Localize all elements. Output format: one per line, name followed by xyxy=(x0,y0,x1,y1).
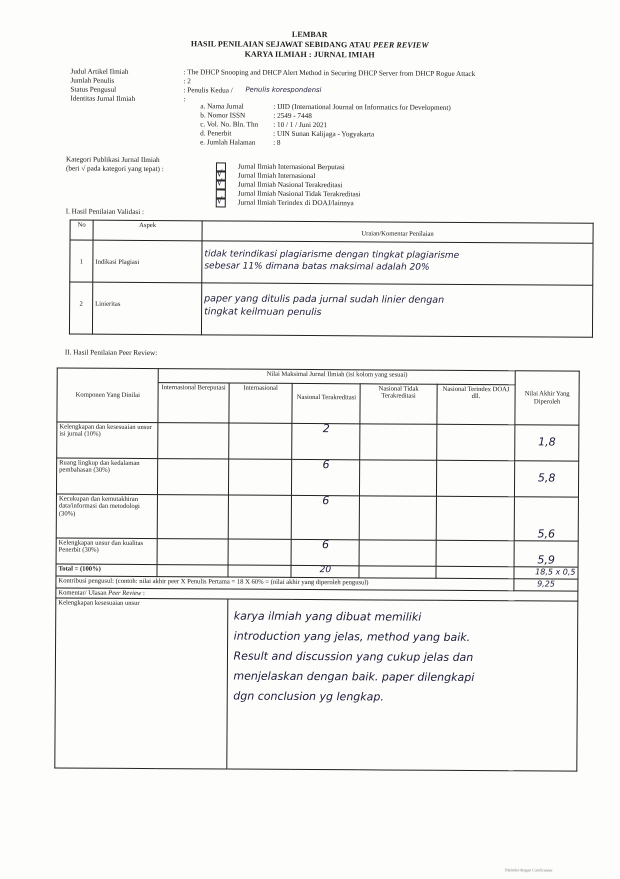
komponen-cell: Kecukupan dan kemutakhiran data/informasi dan metodologi (30%) xyxy=(56,494,158,539)
judul-label: Judul Artikel Ilmiah xyxy=(70,67,129,76)
col-uraian-header: Uraian/Komentar Penilaian xyxy=(202,221,593,243)
subheader-doaj: Nasional Terindex DOAJ dll. xyxy=(437,384,516,424)
check-mark-icon: √ xyxy=(216,169,223,180)
row-no: 1 xyxy=(70,240,93,282)
validasi-table xyxy=(69,220,594,338)
total-nasional-cell xyxy=(291,565,359,577)
halaman-label: e. Jumlah Halaman xyxy=(200,138,256,147)
subheader-nasional-tidak: Nasional Tidak Terakreditasi xyxy=(360,384,437,424)
check-mark-icon: √ xyxy=(216,178,223,189)
row-no: 2 xyxy=(69,282,92,334)
jumlah-value: : 2 xyxy=(183,77,191,86)
status-handwriting: Penulis korespondensi xyxy=(245,85,322,95)
section1-title: I. Hasil Penilaian Validasi : xyxy=(65,207,145,216)
judul-value: : The DHCP Snooping and DHCP Alert Method in Securing DHCP Server from DHCP Rogue Attack xyxy=(183,68,476,79)
kontribusi-label: Kontribusi pengusul: (contoh: nilai akhir peer X Penulis Pertama = 18 X 60% = (nilai akhir yang diperoleh pengusul) xyxy=(56,576,514,591)
nasional-cell xyxy=(292,423,360,459)
komentar-label: Komentar/ Ulasan Peer Review : xyxy=(56,588,578,602)
akhir-value: 5,8 xyxy=(537,471,556,485)
nasional-cell xyxy=(291,539,359,565)
kategori-option-4: Jurnal Ilmiah Nasional Tidak Terakreditasi xyxy=(237,189,361,199)
table-row xyxy=(70,240,593,285)
subheader-internasional: Internasional xyxy=(228,383,292,423)
akhir-value: 1,8 xyxy=(538,435,556,449)
subheader-nasional-terakreditasi: Nasional Terakreditasi xyxy=(292,383,360,423)
komponen-cell: Ruang lingkup dan kedalaman pembahasan (30%) xyxy=(56,458,158,495)
nilai-maksimal-header: Nilai Maksimal Jurnal Ilmiah (isi kolom yang sesuai) xyxy=(159,369,516,385)
akhir-cell xyxy=(515,425,579,461)
akhir-value: 5,9 xyxy=(537,552,555,567)
table-row xyxy=(56,494,578,541)
nasional-value: 6 xyxy=(321,538,330,552)
row-aspek: Indikasi Plagiasi xyxy=(93,240,202,283)
status-label: Status Pengusul xyxy=(70,85,117,94)
col-aspek-header: Aspek xyxy=(93,220,202,241)
penerbit-label: d. Penerbit xyxy=(200,129,232,138)
issn-value: : 2549 - 7448 xyxy=(273,111,312,121)
header-line2: HASIL PENILAIAN SEJAWAT SEBIDANG ATAU PEER REVIEW xyxy=(190,39,429,50)
kontribusi-value: 9,25 xyxy=(537,579,555,589)
kontribusi-cell xyxy=(514,579,578,591)
komentar-handwriting-1: karya ilmiah yang dibuat memiliki xyxy=(233,609,422,625)
total-nasional-value: 20 xyxy=(319,565,332,576)
komentar-handwriting-3: Result and discussion yang cukup jelas dan xyxy=(233,649,474,665)
nasional-value: 2 xyxy=(322,422,330,436)
header-line1: LEMBAR xyxy=(291,29,328,40)
vol-value: : 10 / 1 / Juni 2021 xyxy=(273,120,328,130)
table-row xyxy=(57,422,579,461)
table-row xyxy=(56,538,578,567)
komentar-handwriting-2: introduction yang jelas, method yang baik. xyxy=(233,629,471,645)
table-row xyxy=(56,458,578,497)
uraian-handwriting-2a: paper yang ditulis pada jurnal sudah linier dengan xyxy=(204,293,445,306)
table-row xyxy=(69,282,592,337)
komponen-header: Komponen Yang Dinilai xyxy=(57,368,159,423)
uraian-handwriting-2b: tingkat keilmuan penulis xyxy=(204,306,322,319)
kategori-label: Kategori Publikasi Jurnal Ilmiah xyxy=(65,155,160,165)
subheader-internasional-bereputasi: Internasional Bereputasi xyxy=(158,383,228,423)
kelengkapan-label: Kelengkapan kesesuaian unsur xyxy=(55,598,228,769)
row-uraian xyxy=(202,241,593,285)
checkbox-doaj[interactable] xyxy=(216,198,226,207)
row-aspek: Linieritas xyxy=(92,282,201,335)
status-value: : Penulis Kedua / xyxy=(183,86,233,95)
total-label: Total = (100%) xyxy=(56,564,158,577)
komentar-row xyxy=(55,598,578,771)
nasional-cell xyxy=(292,459,360,495)
kategori-hint: (beri √ pada kategori yang tepat) : xyxy=(65,164,164,174)
col-no-header: No xyxy=(70,220,93,240)
kategori-option-2: Jurnal Ilmiah Internasional xyxy=(237,171,316,181)
total-akhir-cell xyxy=(514,567,578,579)
komponen-cell: Kelengkapan unsur dan kualitas Penerbit (30%) xyxy=(56,538,158,565)
komentar-handwriting-5: dgn conclusion yg lengkap. xyxy=(233,689,384,704)
akhir-cell xyxy=(514,497,578,541)
identitas-label: Identitas Jurnal Ilmiah xyxy=(70,94,136,103)
row-uraian xyxy=(201,283,592,337)
komponen-cell: Kelengkapan dan kesesuaian unsur isi jurnal (10%) xyxy=(57,422,159,459)
checkbox-nasional-terakreditasi[interactable] xyxy=(216,180,226,189)
jumlah-label: Jumlah Penulis xyxy=(70,76,115,85)
penerbit-value: : UIN Sunan Kalijaga - Yogyakarta xyxy=(273,129,375,139)
vol-label: c. Vol. No. Bln. Thn xyxy=(200,120,259,129)
nama-jurnal-label: a. Nama Jurnal xyxy=(200,102,244,111)
akhir-cell xyxy=(514,541,578,567)
scanner-watermark: Dipindai dengan CamScanner xyxy=(504,867,553,873)
nasional-value: 6 xyxy=(322,494,330,508)
kategori-option-3: Jurnal Ilmiah Nasional Terakreditasi xyxy=(237,180,343,190)
header-line3: KARYA ILMIAH : JURNAL IMIAH xyxy=(244,49,375,60)
section2-title: II. Hasil Penilaian Peer Review: xyxy=(64,348,158,358)
akhir-cell xyxy=(515,461,579,497)
uraian-handwriting-1a: tidak terindikasi plagiarisme dengan tingkat plagiarisme xyxy=(204,249,460,261)
komentar-handwriting-4: menjelaskan dengan baik. paper dilengkapi xyxy=(233,669,475,685)
kategori-option-1: Jurnal Ilmiah Internasional Berputasi xyxy=(237,162,345,172)
total-akhir-value: 18,5 x 0,5 xyxy=(535,567,576,577)
komentar-cell xyxy=(226,599,577,771)
nasional-cell xyxy=(292,495,360,539)
identitas-colon: : xyxy=(183,95,186,104)
nasional-value: 6 xyxy=(322,458,330,472)
halaman-value: : 8 xyxy=(273,138,281,147)
issn-label: b. Nomor ISSN xyxy=(200,111,246,120)
kategori-option-5: Jurnal Ilmiah Terindex di DOAJ/lainnya xyxy=(237,198,354,208)
check-mark-icon: √ xyxy=(216,196,223,207)
uraian-handwriting-1b: sebesar 11% dimana batas maksimal adalah 20% xyxy=(204,261,430,273)
akhir-value: 5,6 xyxy=(537,526,556,541)
peer-review-table xyxy=(54,367,579,772)
nilai-akhir-header: Nilai Akhir Yang Diperoleh xyxy=(515,371,579,425)
nama-jurnal-value: : IJID (International Journal on Informatics for Development) xyxy=(273,102,451,112)
